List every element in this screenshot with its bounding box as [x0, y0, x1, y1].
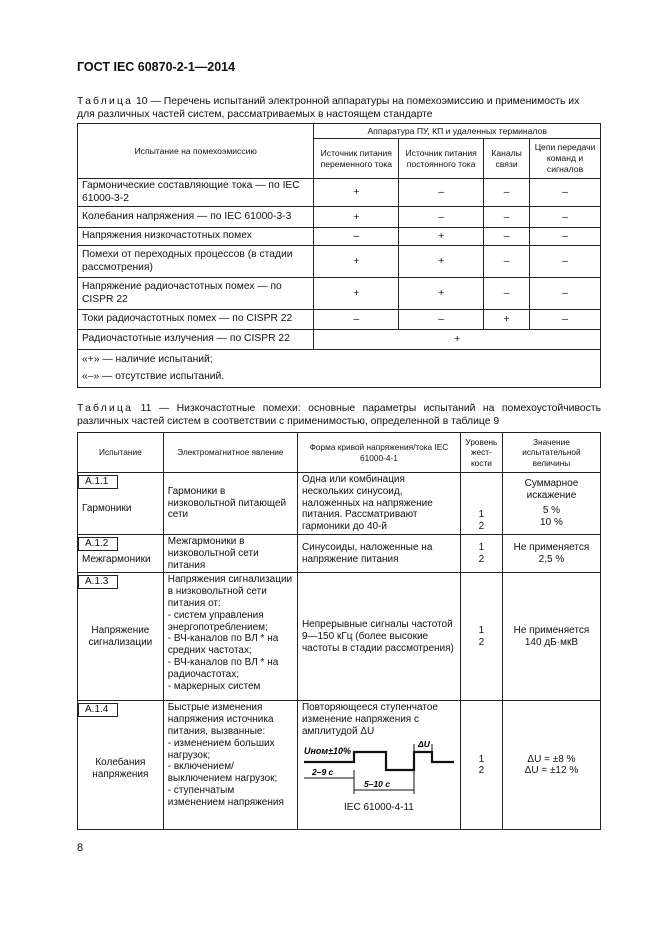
test-cell [78, 573, 164, 701]
t10-col-ac: Источник питания переменного тока [314, 139, 399, 179]
mark: + [484, 310, 530, 330]
test-name: Межгармоники [82, 553, 151, 565]
mark: + [314, 278, 399, 310]
test-ref: A.1.1 [78, 475, 118, 489]
levels [460, 534, 502, 572]
test-cell [78, 534, 164, 572]
form: Синусоиды, наложенные на напряжение питания [297, 534, 460, 572]
diagram-label-du: ΔU [417, 739, 430, 749]
level: 1 [478, 541, 485, 553]
mark: – [530, 278, 601, 310]
phen-item: - маркерных систем [167, 680, 261, 692]
phenomenon [163, 573, 297, 701]
value: ΔU = ±8 % [527, 753, 576, 765]
table-row [78, 278, 601, 310]
level: 2 [478, 521, 485, 533]
mark: – [314, 310, 399, 330]
table10 [77, 123, 601, 388]
mark: + [399, 246, 484, 278]
row-name: Токи радиочастотных помех — по CISPR 22 [78, 310, 314, 330]
value-head: Суммарное искажение [524, 477, 579, 501]
t10-col-dc: Источник питания постоянного тока [399, 139, 484, 179]
phen-item: - изменением больших нагрузок; [167, 737, 275, 761]
mark: – [530, 207, 601, 228]
t11-col-test: Испытание [78, 433, 164, 473]
table-row [78, 179, 601, 207]
mark: – [399, 310, 484, 330]
t11-col-form: Форма кривой напряжения/тока IEC 61000-4-1 [297, 433, 460, 473]
caption-text: 10 — Перечень испытаний электронной аппаратуры на помехоэмиссию и применимость их для различных частей систем, рассматриваемых в настоящем стандарте [77, 96, 580, 120]
mark: + [314, 330, 601, 350]
mark: + [399, 228, 484, 246]
row-name: Напряжение радиочастотных помех — по CISPR 22 [78, 278, 314, 310]
form [297, 701, 460, 830]
table11 [77, 432, 601, 830]
mark: + [314, 207, 399, 228]
phen-item: - ВЧ-каналов по ВЛ * на радиочастотах; [167, 656, 279, 680]
mark: – [484, 179, 530, 207]
test-name: Напряжение сигнализации [88, 625, 153, 648]
test-ref: A.1.4 [78, 703, 118, 717]
level: 1 [478, 509, 485, 521]
row-name: Гармонические составляющие тока — по IEC 61000-3-2 [78, 179, 314, 207]
test-name: Колебания напряжения [92, 757, 149, 780]
mark: – [530, 246, 601, 278]
t11-col-value: Значение испытательной величины [502, 433, 600, 473]
phen-item: - включением/выключением нагрузок; [167, 761, 278, 785]
caption-text: 11 — Низкочастотные помехи: основные параметры испытаний на помехоустойчивость различных частей систем в соответствии с применимостью, определенной в таблице 9 [77, 403, 601, 427]
mark: – [484, 207, 530, 228]
phenomenon [163, 701, 297, 830]
table-row [78, 246, 601, 278]
test-ref: A.1.2 [78, 537, 118, 551]
mark: – [530, 228, 601, 246]
diagram-label-t2: 5–10 с [363, 778, 390, 789]
levels [460, 701, 502, 830]
value-head: Не применяется [513, 625, 590, 637]
values [502, 573, 600, 701]
values [502, 534, 600, 572]
table-row [78, 534, 601, 572]
mark: – [484, 228, 530, 246]
t10-col-signal: Цепи передачи команд и сигналов [530, 139, 601, 179]
phen-head: Быстрые изменения напряжения источника питания, вызванные: [167, 702, 274, 737]
t10-col-test: Испытание на помехоэмиссию [78, 124, 314, 179]
value: 10 % [540, 517, 563, 529]
test-ref: A.1.3 [78, 575, 118, 589]
mark: – [530, 179, 601, 207]
phen-item: - ступенчатым изменением напряжения [167, 784, 284, 808]
table-row [78, 330, 601, 350]
t11-col-level: Уровень жест-кости [460, 433, 502, 473]
form: Непрерывные сигналы частотой 9—150 кГц (более высокие частоты в стадии рассмотрения) [297, 573, 460, 701]
levels [460, 573, 502, 701]
value: 5 % [542, 505, 561, 517]
form-ref: IEC 61000-4-11 [344, 801, 414, 813]
form: Одна или комбинация нескольких синусоид, наложенных на напряжение питания. Рассматривают гармоники до 40-й [297, 473, 460, 535]
phen-item: - ВЧ-каналов по ВЛ * на средних частотах; [167, 633, 279, 657]
caption-label: Таблица [77, 96, 134, 107]
page-number: 8 [77, 842, 84, 854]
level: 2 [478, 765, 485, 777]
value-head: Не применяется [513, 541, 590, 553]
levels [460, 473, 502, 535]
phenomenon: Гармоники в низковольтной питающей сети [163, 473, 297, 535]
values [502, 701, 600, 830]
mark: – [399, 207, 484, 228]
row-name: Радиочастотные излучения — по CISPR 22 [78, 330, 314, 350]
table11-caption [77, 402, 601, 428]
table-row [78, 228, 601, 246]
value: ΔU = ±12 % [524, 765, 579, 777]
phen-item: - систем управления энергопотреблением; [167, 609, 268, 633]
row-name: Помехи от переходных процессов (в стадии рассмотрения) [78, 246, 314, 278]
voltage-step-diagram [302, 740, 456, 806]
t10-col-group: Аппаратура ПУ, КП и удаленных терминалов [314, 124, 601, 139]
table-row [78, 573, 601, 701]
table10-caption [77, 95, 599, 121]
note: «–» — отсутствие испытаний. [82, 370, 225, 382]
value: 140 дБ·мкВ [524, 636, 578, 648]
table10-notes [78, 350, 601, 388]
mark: – [399, 179, 484, 207]
table-row [78, 701, 601, 830]
t11-col-phen: Электромагнитное явление [163, 433, 297, 473]
t10-col-comm: Каналы связи [484, 139, 530, 179]
diagram-label-u: Uном±10% [303, 745, 351, 756]
mark: – [484, 246, 530, 278]
test-name: Гармоники [82, 502, 132, 514]
phenomenon: Межгармоники в низковольтной сети питания [163, 534, 297, 572]
table-row [78, 310, 601, 330]
table-row [78, 207, 601, 228]
value: 2,5 % [538, 553, 565, 565]
level: 1 [478, 753, 485, 765]
test-cell [78, 473, 164, 535]
mark: + [399, 278, 484, 310]
row-name: Колебания напряжения — по IEC 61000-3-3 [78, 207, 314, 228]
note: «+» — наличие испытаний; [82, 354, 213, 365]
phen-head: Напряжения сигнализации в низковольтной сети питания от: [167, 574, 293, 609]
mark: – [314, 228, 399, 246]
test-cell [78, 701, 164, 830]
row-name: Напряжения низкочастотных помех [78, 228, 314, 246]
mark: – [484, 278, 530, 310]
diagram-label-t1: 2–9 с [311, 766, 334, 777]
mark: + [314, 246, 399, 278]
mark: + [314, 179, 399, 207]
level: 2 [478, 553, 485, 565]
mark: – [530, 310, 601, 330]
table-row [78, 473, 601, 535]
caption-label: Таблица [77, 403, 134, 414]
form-text: Повторяющееся ступенчатое изменение напряжения с амплитудой ΔU [301, 702, 438, 737]
values [502, 473, 600, 535]
page-header: ГОСТ IEC 60870-2-1—2014 [77, 60, 236, 74]
level: 2 [478, 636, 485, 648]
level: 1 [478, 625, 485, 637]
